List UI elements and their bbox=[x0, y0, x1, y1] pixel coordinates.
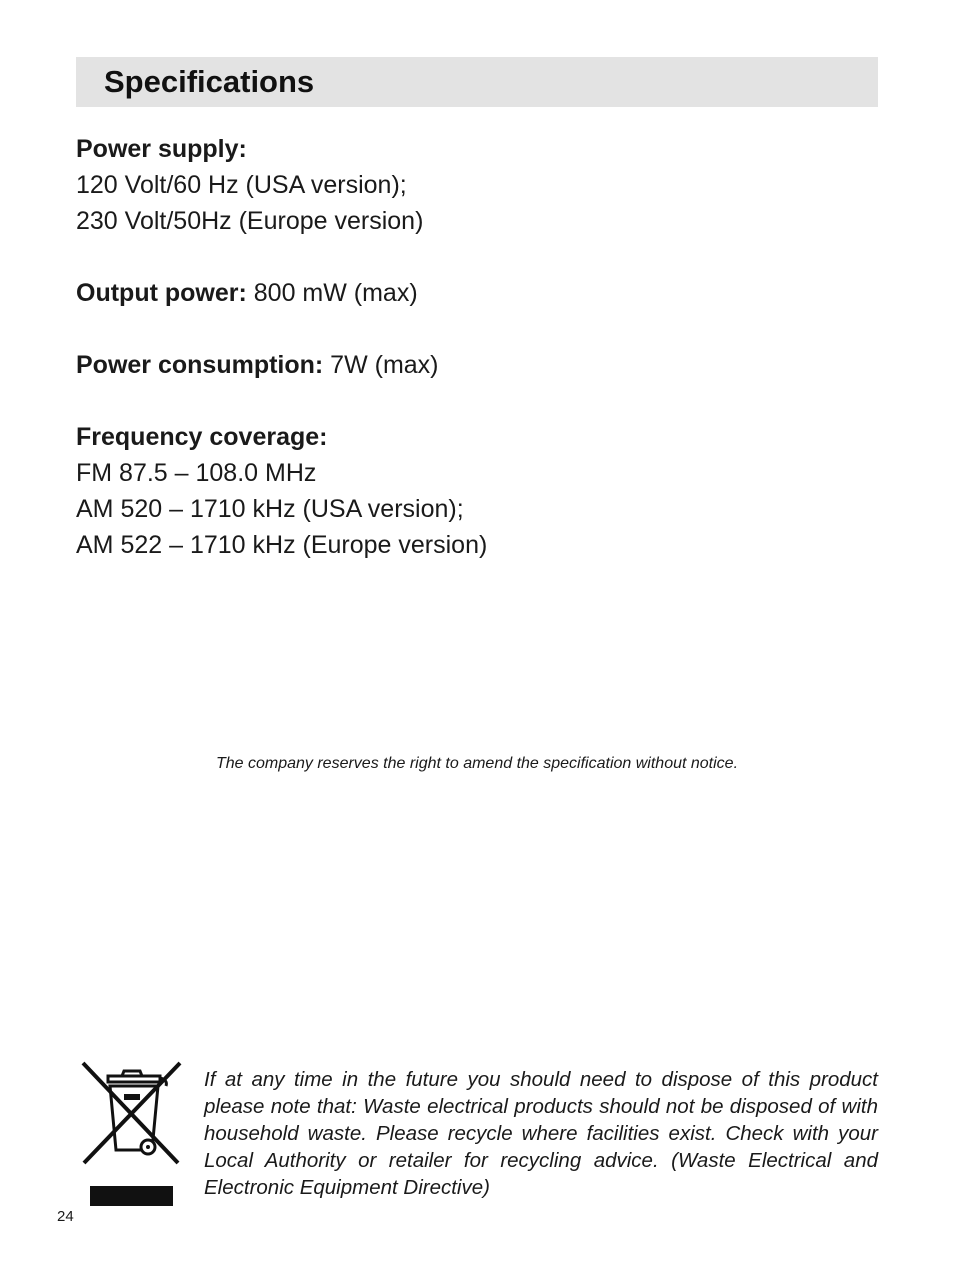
crossed-out-wheelie-bin-icon bbox=[80, 1060, 184, 1208]
spec-label: Output power: bbox=[76, 279, 247, 307]
spec-value-line: AM 522 – 1710 kHz (Europe version) bbox=[76, 531, 488, 559]
spec-value: 7W (max) bbox=[323, 351, 439, 379]
specifications-list bbox=[76, 131, 876, 599]
spec-label: Frequency coverage: bbox=[76, 423, 328, 451]
page-number: 24 bbox=[57, 1208, 74, 1225]
spec-value-line: 230 Volt/50Hz (Europe version) bbox=[76, 207, 424, 235]
spec-frequency-coverage bbox=[76, 419, 876, 563]
spec-power-supply bbox=[76, 131, 876, 239]
disclaimer-note: The company reserves the right to amend the specification without notice. bbox=[215, 755, 739, 772]
spec-value-line: FM 87.5 – 108.0 MHz bbox=[76, 459, 317, 487]
spec-label: Power supply: bbox=[76, 135, 247, 163]
section-header bbox=[76, 57, 878, 107]
spec-value: 800 mW (max) bbox=[246, 279, 418, 307]
spec-output-power bbox=[76, 275, 876, 311]
spec-label: Power consumption: bbox=[76, 351, 324, 379]
spec-value-line: AM 520 – 1710 kHz (USA version); bbox=[76, 495, 464, 523]
page-title: Specifications bbox=[104, 64, 315, 99]
spec-power-consumption bbox=[76, 347, 876, 383]
weee-disposal-notice: If at any time in the future you should need to dispose of this product please note that: Waste electrical products should not be disposed of with household waste. Please recycle where facilities exist. Check with your Local Authority or retailer for recycling advice. (Waste Electrical and Electronic Equipment Directive) bbox=[204, 1068, 878, 1199]
spec-value-line: 120 Volt/60 Hz (USA version); bbox=[76, 171, 407, 199]
